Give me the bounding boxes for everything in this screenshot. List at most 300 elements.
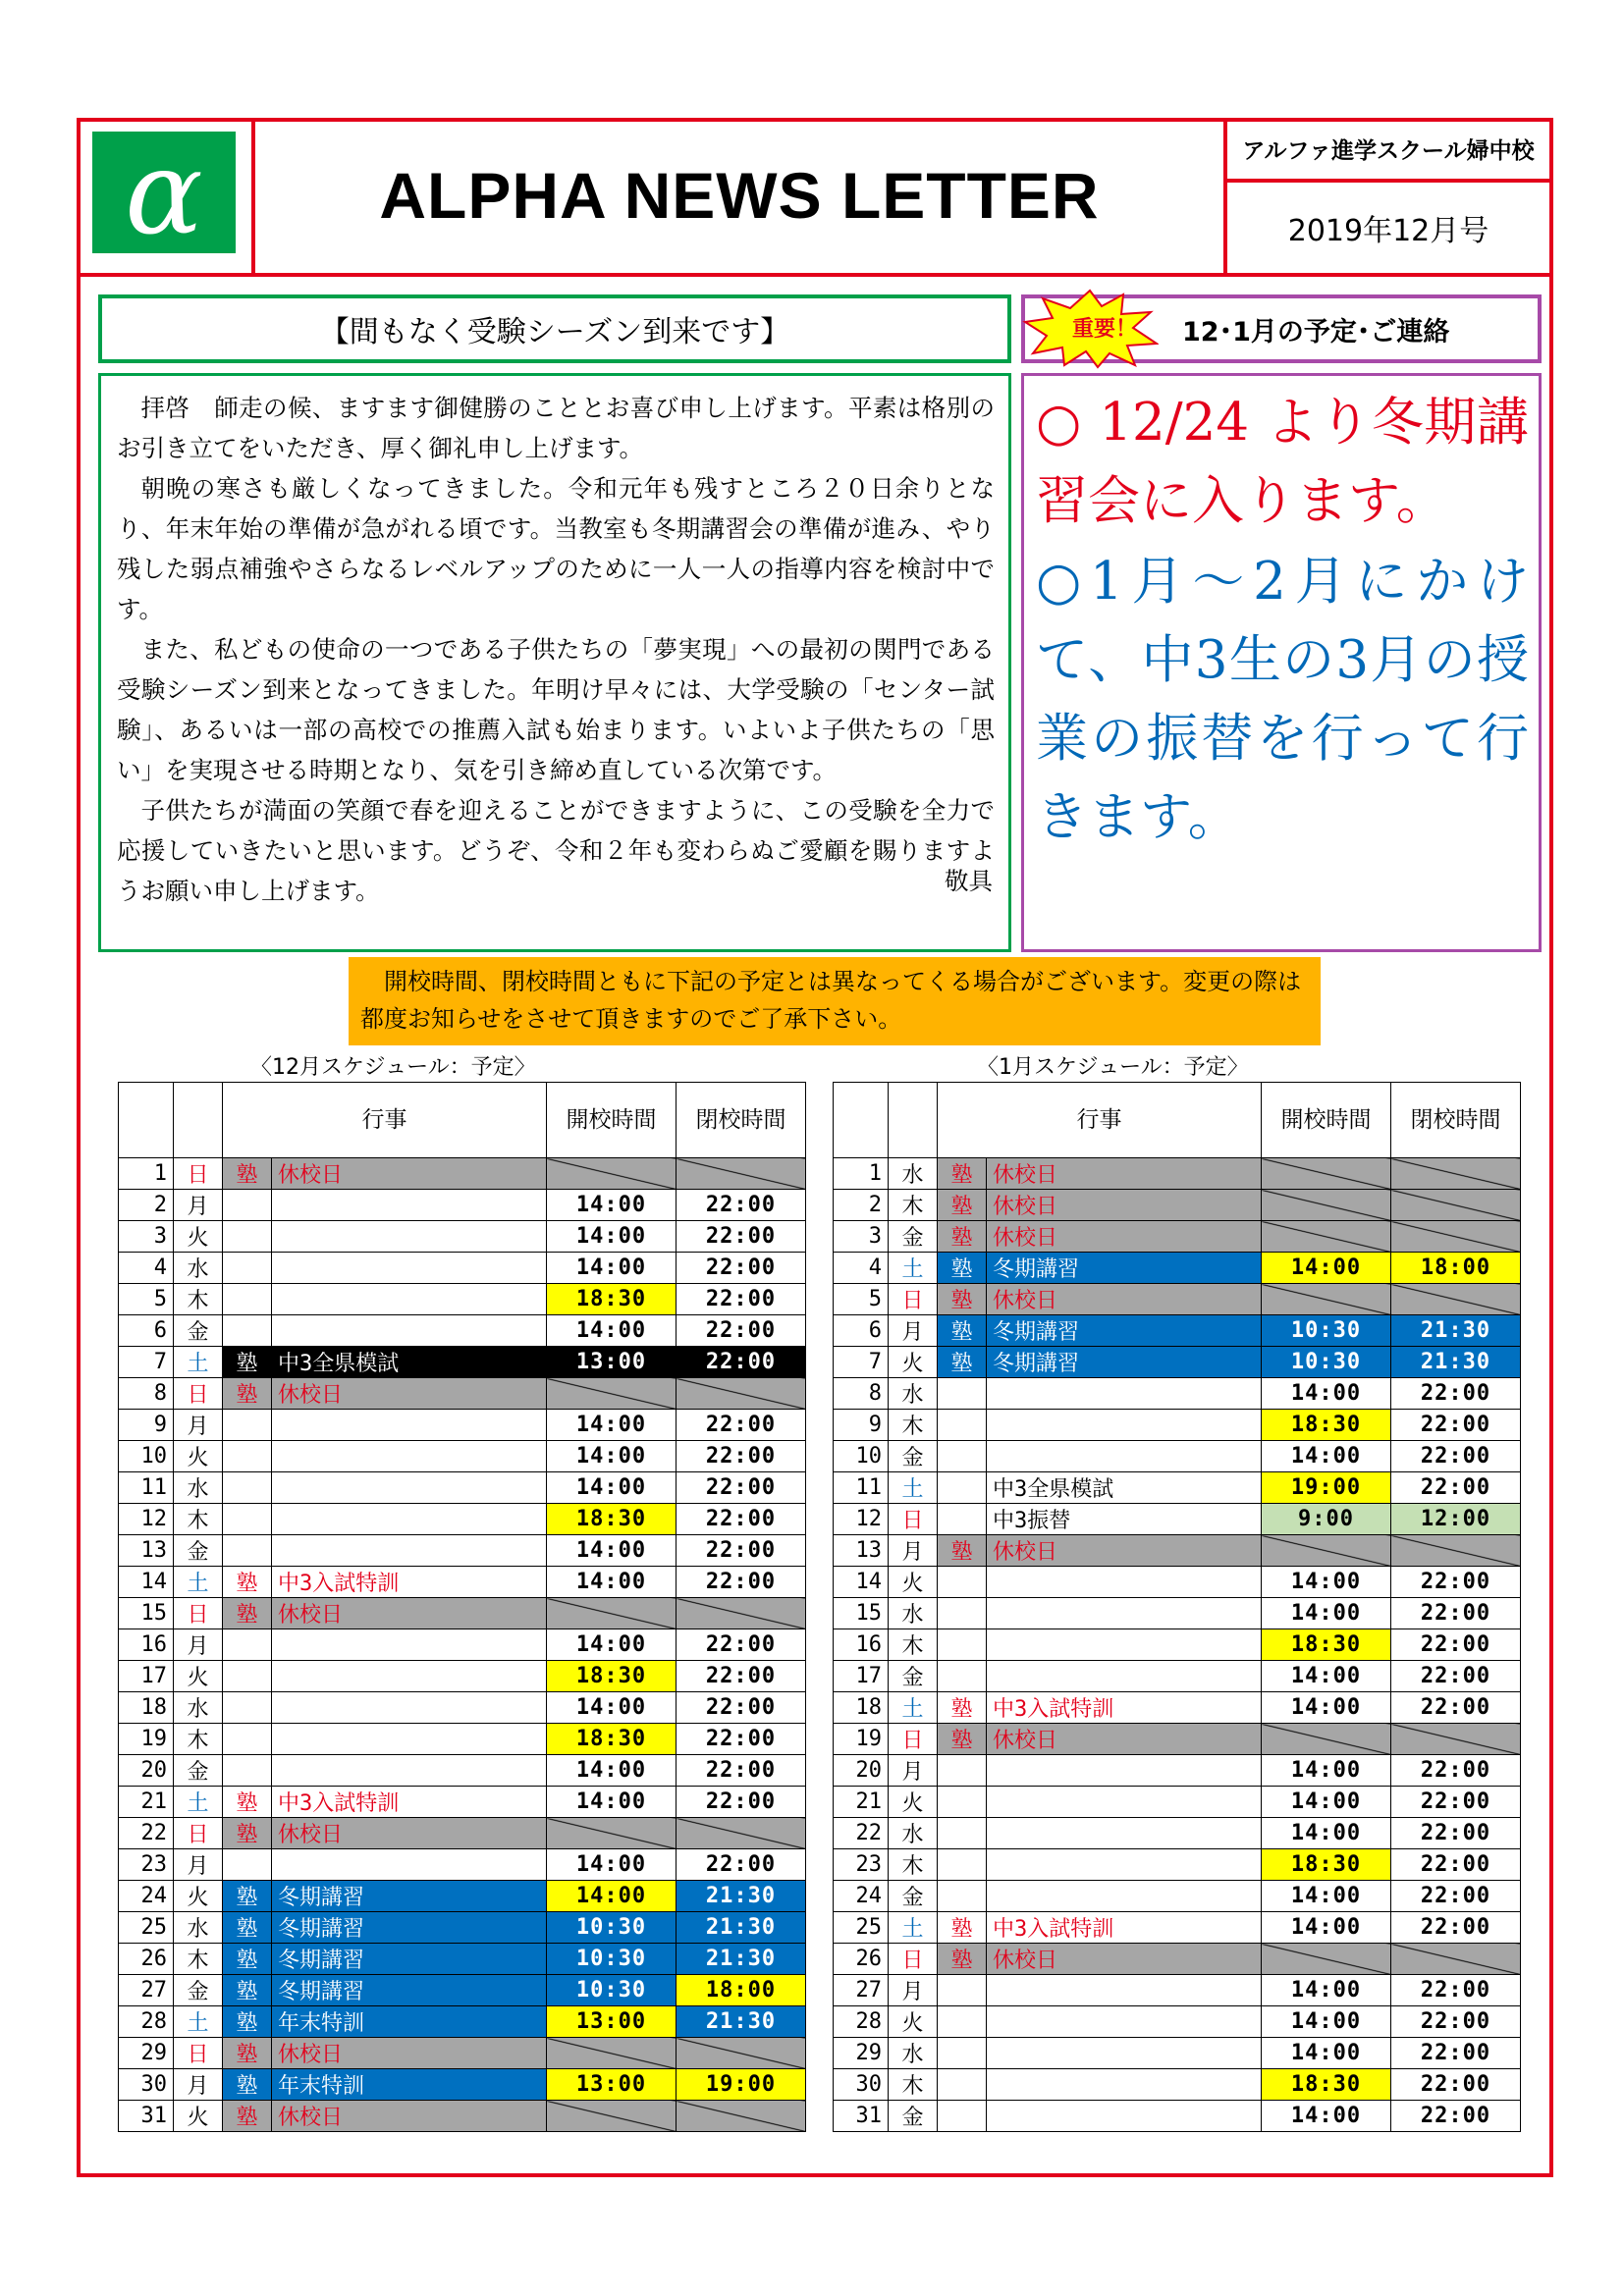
juku-cell: 塾 (223, 1975, 272, 2006)
open-time-cell: 10:30 (547, 1944, 677, 1975)
weekday-cell: 金 (889, 1661, 938, 1692)
juku-cell (938, 1504, 987, 1535)
juku-cell (223, 1692, 272, 1724)
december-schedule-table (118, 1082, 806, 2132)
open-time-cell: 14:00 (547, 1315, 677, 1347)
juku-cell (938, 1629, 987, 1661)
table-row (119, 1598, 806, 1629)
event-cell (987, 1598, 1262, 1629)
event-cell (272, 1629, 547, 1661)
close-time-cell: 22:00 (677, 1441, 806, 1472)
day-cell: 12 (119, 1504, 174, 1535)
juku-cell: 塾 (223, 2006, 272, 2038)
table-row (834, 1912, 1521, 1944)
day-cell: 19 (119, 1724, 174, 1755)
day-cell: 3 (119, 1221, 174, 1253)
open-time-cell: 10:30 (547, 1912, 677, 1944)
table-row (119, 1818, 806, 1849)
close-time-cell (677, 2101, 806, 2132)
juku-cell (223, 1724, 272, 1755)
day-cell: 6 (834, 1315, 889, 1347)
table-row (834, 1787, 1521, 1818)
day-cell: 16 (834, 1629, 889, 1661)
open-time-cell: 13:00 (547, 1347, 677, 1378)
juku-cell: 塾 (223, 1944, 272, 1975)
weekday-cell: 火 (889, 1347, 938, 1378)
weekday-cell: 日 (889, 1284, 938, 1315)
header-event: 行事 (938, 1083, 1262, 1158)
table-row (834, 1818, 1521, 1849)
event-cell (987, 1567, 1262, 1598)
juku-cell (938, 2038, 987, 2069)
day-cell: 5 (834, 1284, 889, 1315)
event-cell: 休校日 (987, 1724, 1262, 1755)
close-time-cell: 22:00 (677, 1221, 806, 1253)
close-time-cell: 22:00 (1391, 1629, 1521, 1661)
header (77, 118, 1553, 277)
close-time-cell: 22:00 (1391, 2006, 1521, 2038)
weekday-cell: 水 (889, 1818, 938, 1849)
juku-cell: 塾 (223, 1912, 272, 1944)
day-cell: 9 (119, 1410, 174, 1441)
weekday-cell: 金 (174, 1975, 223, 2006)
open-time-cell: 14:00 (547, 1535, 677, 1567)
weekday-cell: 水 (889, 1598, 938, 1629)
table-row (834, 1347, 1521, 1378)
day-cell: 7 (119, 1347, 174, 1378)
table-row (119, 2069, 806, 2101)
day-cell: 16 (119, 1629, 174, 1661)
event-cell: 休校日 (987, 1535, 1262, 1567)
weekday-cell: 金 (889, 1881, 938, 1912)
day-cell: 12 (834, 1504, 889, 1535)
juku-cell: 塾 (223, 1378, 272, 1410)
juku-cell (938, 1441, 987, 1472)
title-cell (255, 118, 1227, 273)
juku-cell: 塾 (938, 1724, 987, 1755)
greeting-paragraph: 朝晩の寒さも厳しくなってきました。令和元年も残すところ２０日余りとなり、年末年始の準備が急がれる頃です。当教室も冬期講習会の準備が進み、やり残した弱点補強やさらなるレベルアップのために一人一人の指導内容を検討中です。 (117, 474, 995, 623)
header-event: 行事 (223, 1083, 547, 1158)
weekday-cell: 土 (174, 1567, 223, 1598)
close-time-cell: 22:00 (1391, 1410, 1521, 1441)
day-cell: 31 (119, 2101, 174, 2132)
open-time-cell: 14:00 (1262, 1787, 1391, 1818)
open-time-cell (547, 1818, 677, 1849)
table-row (119, 1944, 806, 1975)
table-row (119, 1472, 806, 1504)
close-time-cell: 22:00 (677, 1504, 806, 1535)
table-row (834, 1504, 1521, 1535)
juku-cell (938, 1410, 987, 1441)
greeting-paragraph: また、私どもの使命の一つである子供たちの「夢実現」への最初の関門である受験シーズン到来となってきました。年明け早々には、大学受験の「センター試験」、あるいは一部の高校での推薦入試も始まります。いよいよ子供たちの「思い」を実現させる時期となり、気を引き締め直している次第です。 (117, 635, 995, 784)
weekday-cell: 木 (889, 2069, 938, 2101)
school-name: アルファ進学スクール婦中校 (1227, 118, 1549, 183)
weekday-cell: 木 (174, 1724, 223, 1755)
open-time-cell: 14:00 (1262, 1881, 1391, 1912)
table-row (119, 1347, 806, 1378)
open-time-cell: 9:00 (1262, 1504, 1391, 1535)
open-time-cell: 18:30 (1262, 1629, 1391, 1661)
greeting-body (98, 373, 1011, 952)
day-cell: 8 (119, 1378, 174, 1410)
event-cell: 休校日 (272, 2038, 547, 2069)
open-time-cell: 18:30 (1262, 1410, 1391, 1441)
juku-cell (938, 1787, 987, 1818)
weekday-cell: 土 (889, 1912, 938, 1944)
day-cell: 23 (119, 1849, 174, 1881)
table-row (834, 2101, 1521, 2132)
weekday-cell: 木 (174, 1504, 223, 1535)
event-cell: 冬期講習 (272, 1881, 547, 1912)
event-cell: 休校日 (272, 1818, 547, 1849)
weekday-cell: 土 (174, 1787, 223, 1818)
day-cell: 24 (834, 1881, 889, 1912)
open-time-cell (1262, 1284, 1391, 1315)
open-time-cell: 14:00 (547, 1410, 677, 1441)
juku-cell: 塾 (938, 1315, 987, 1347)
juku-cell (938, 2069, 987, 2101)
open-time-cell (547, 1598, 677, 1629)
open-time-cell: 14:00 (1262, 2038, 1391, 2069)
juku-cell: 塾 (223, 1598, 272, 1629)
open-time-cell (1262, 1724, 1391, 1755)
weekday-cell: 金 (174, 1755, 223, 1787)
weekday-cell: 月 (889, 1975, 938, 2006)
open-time-cell (1262, 1535, 1391, 1567)
event-cell (272, 1661, 547, 1692)
open-time-cell: 10:30 (1262, 1347, 1391, 1378)
table-row (834, 1410, 1521, 1441)
table-row (119, 2038, 806, 2069)
table-row (119, 1724, 806, 1755)
open-time-cell: 19:00 (1262, 1472, 1391, 1504)
open-time-cell (1262, 1158, 1391, 1190)
open-time-cell (547, 2038, 677, 2069)
juku-cell: 塾 (938, 1253, 987, 1284)
event-cell (272, 1724, 547, 1755)
event-cell (272, 1504, 547, 1535)
table-row (834, 1315, 1521, 1347)
juku-cell (938, 2006, 987, 2038)
table-row (119, 1504, 806, 1535)
juku-cell: 塾 (223, 2069, 272, 2101)
weekday-cell: 水 (889, 1378, 938, 1410)
table-row (119, 2006, 806, 2038)
event-cell: 休校日 (272, 1598, 547, 1629)
juku-cell (223, 1315, 272, 1347)
open-time-cell: 14:00 (1262, 1441, 1391, 1472)
close-time-cell: 21:30 (677, 1912, 806, 1944)
event-cell: 休校日 (987, 1190, 1262, 1221)
close-time-cell: 22:00 (1391, 2101, 1521, 2132)
table-row (834, 2006, 1521, 2038)
table-header-row (834, 1083, 1521, 1158)
close-time-cell: 22:00 (677, 1724, 806, 1755)
close-time-cell: 22:00 (1391, 1567, 1521, 1598)
juku-cell (223, 1504, 272, 1535)
event-cell (272, 1410, 547, 1441)
caution-banner: 開校時間、閉校時間ともに下記の予定とは異なってくる場合がございます。変更の際は都度お知らせをさせて頂きますのでご了承下さい。 (349, 957, 1321, 1045)
juku-cell (223, 1755, 272, 1787)
table-row (119, 1441, 806, 1472)
event-cell: 休校日 (987, 1284, 1262, 1315)
day-cell: 15 (834, 1598, 889, 1629)
juku-cell (938, 1661, 987, 1692)
table-row (834, 1881, 1521, 1912)
day-cell: 22 (834, 1818, 889, 1849)
table-row (834, 1253, 1521, 1284)
close-time-cell: 22:00 (677, 1535, 806, 1567)
open-time-cell (547, 1378, 677, 1410)
day-cell: 26 (834, 1944, 889, 1975)
table-row (834, 2038, 1521, 2069)
open-time-cell (1262, 1944, 1391, 1975)
juku-cell: 塾 (223, 1787, 272, 1818)
juku-cell (223, 1629, 272, 1661)
event-cell (272, 1849, 547, 1881)
close-time-cell: 22:00 (677, 1472, 806, 1504)
day-cell: 10 (119, 1441, 174, 1472)
juku-cell (938, 1975, 987, 2006)
event-cell (272, 1535, 547, 1567)
open-time-cell (1262, 1221, 1391, 1253)
weekday-cell: 土 (889, 1472, 938, 1504)
close-time-cell: 18:00 (1391, 1253, 1521, 1284)
weekday-cell: 日 (174, 1598, 223, 1629)
close-time-cell: 12:00 (1391, 1504, 1521, 1535)
table-row (119, 1629, 806, 1661)
notice-item-makeup: ○1月～2月にかけて、中3生の3月の授業の振替を行って行きます。 (1036, 552, 1529, 847)
open-time-cell: 14:00 (1262, 1975, 1391, 2006)
table-row (119, 1692, 806, 1724)
close-time-cell (677, 2038, 806, 2069)
close-time-cell: 22:00 (1391, 1441, 1521, 1472)
juku-cell (938, 1849, 987, 1881)
table-row (119, 1378, 806, 1410)
table-row (119, 1535, 806, 1567)
weekday-cell: 木 (889, 1190, 938, 1221)
juku-cell: 塾 (223, 1567, 272, 1598)
open-time-cell: 14:00 (1262, 1818, 1391, 1849)
weekday-cell: 木 (174, 1944, 223, 1975)
event-cell: 年末特訓 (272, 2006, 547, 2038)
open-time-cell: 14:00 (1262, 1378, 1391, 1410)
day-cell: 7 (834, 1347, 889, 1378)
table-row (834, 1944, 1521, 1975)
day-cell: 30 (119, 2069, 174, 2101)
close-time-cell: 22:00 (1391, 1818, 1521, 1849)
event-cell (272, 1692, 547, 1724)
close-time-cell: 22:00 (677, 1849, 806, 1881)
event-cell (987, 1818, 1262, 1849)
day-cell: 20 (834, 1755, 889, 1787)
day-cell: 8 (834, 1378, 889, 1410)
open-time-cell: 14:00 (1262, 1598, 1391, 1629)
juku-cell (223, 1253, 272, 1284)
juku-cell: 塾 (223, 1347, 272, 1378)
close-time-cell: 22:00 (677, 1692, 806, 1724)
juku-cell: 塾 (938, 1221, 987, 1253)
event-cell (987, 2038, 1262, 2069)
close-time-cell: 22:00 (1391, 1975, 1521, 2006)
juku-cell: 塾 (938, 1944, 987, 1975)
close-time-cell: 22:00 (677, 1315, 806, 1347)
table-row (834, 1190, 1521, 1221)
weekday-cell: 土 (174, 1347, 223, 1378)
table-row (834, 1849, 1521, 1881)
open-time-cell: 14:00 (547, 1881, 677, 1912)
header-close: 閉校時間 (1391, 1083, 1521, 1158)
close-time-cell: 21:30 (677, 1881, 806, 1912)
weekday-cell: 火 (174, 1221, 223, 1253)
close-time-cell: 22:00 (1391, 1661, 1521, 1692)
table-row (834, 1661, 1521, 1692)
december-caption: 〈12月スケジュール：予定〉 (250, 1055, 536, 1080)
table-row (119, 1787, 806, 1818)
event-cell (272, 1221, 547, 1253)
day-cell: 21 (834, 1787, 889, 1818)
day-cell: 9 (834, 1410, 889, 1441)
january-caption: 〈1月スケジュール：予定〉 (977, 1055, 1249, 1080)
open-time-cell: 14:00 (547, 1472, 677, 1504)
open-time-cell: 14:00 (547, 1441, 677, 1472)
day-cell: 14 (119, 1567, 174, 1598)
day-cell: 23 (834, 1849, 889, 1881)
close-time-cell (677, 1598, 806, 1629)
day-cell: 13 (834, 1535, 889, 1567)
table-row (834, 1441, 1521, 1472)
close-time-cell: 22:00 (1391, 1598, 1521, 1629)
open-time-cell: 18:30 (547, 1504, 677, 1535)
table-row (834, 1158, 1521, 1190)
event-cell: 冬期講習 (987, 1315, 1262, 1347)
weekday-cell: 火 (889, 1787, 938, 1818)
close-time-cell: 22:00 (1391, 1849, 1521, 1881)
day-cell: 26 (119, 1944, 174, 1975)
event-cell: 中3入試特訓 (987, 1912, 1262, 1944)
weekday-cell: 金 (889, 1221, 938, 1253)
juku-cell: 塾 (223, 1158, 272, 1190)
table-row (119, 1975, 806, 2006)
weekday-cell: 水 (889, 1158, 938, 1190)
table-row (119, 1190, 806, 1221)
table-row (119, 1912, 806, 1944)
alpha-logo: α (92, 132, 236, 253)
close-time-cell: 21:30 (1391, 1315, 1521, 1347)
close-time-cell: 22:00 (677, 1629, 806, 1661)
weekday-cell: 水 (174, 1912, 223, 1944)
event-cell: 休校日 (987, 1221, 1262, 1253)
juku-cell (223, 1849, 272, 1881)
weekday-cell: 月 (174, 1849, 223, 1881)
notice-body (1021, 373, 1542, 952)
event-cell (987, 1849, 1262, 1881)
close-time-cell: 22:00 (677, 1284, 806, 1315)
event-cell (272, 1472, 547, 1504)
table-row (834, 1598, 1521, 1629)
table-row (834, 1472, 1521, 1504)
day-cell: 24 (119, 1881, 174, 1912)
header-day (119, 1083, 174, 1158)
open-time-cell: 18:30 (547, 1284, 677, 1315)
close-time-cell: 22:00 (1391, 1692, 1521, 1724)
event-cell (272, 1441, 547, 1472)
weekday-cell: 土 (174, 2006, 223, 2038)
open-time-cell: 14:00 (1262, 2006, 1391, 2038)
weekday-cell: 月 (174, 1410, 223, 1441)
open-time-cell: 18:30 (547, 1724, 677, 1755)
day-cell: 11 (834, 1472, 889, 1504)
event-cell: 冬期講習 (272, 1944, 547, 1975)
close-time-cell: 22:00 (1391, 1755, 1521, 1787)
table-row (119, 1158, 806, 1190)
event-cell: 休校日 (987, 1158, 1262, 1190)
open-time-cell: 14:00 (1262, 1912, 1391, 1944)
weekday-cell: 水 (174, 1472, 223, 1504)
event-cell: 中3全県模試 (987, 1472, 1262, 1504)
open-time-cell: 14:00 (547, 1849, 677, 1881)
day-cell: 5 (119, 1284, 174, 1315)
table-row (834, 1975, 1521, 2006)
juku-cell (938, 1378, 987, 1410)
newsletter-title: ALPHA NEWS LETTER (379, 159, 1100, 232)
day-cell: 29 (119, 2038, 174, 2069)
table-row (834, 1724, 1521, 1755)
day-cell: 1 (834, 1158, 889, 1190)
weekday-cell: 月 (174, 2069, 223, 2101)
close-time-cell: 22:00 (1391, 2069, 1521, 2101)
close-time-cell: 22:00 (1391, 1472, 1521, 1504)
weekday-cell: 火 (174, 1881, 223, 1912)
event-cell (987, 2006, 1262, 2038)
juku-cell: 塾 (938, 1912, 987, 1944)
weekday-cell: 金 (174, 1315, 223, 1347)
table-row (119, 1315, 806, 1347)
day-cell: 2 (834, 1190, 889, 1221)
juku-cell (223, 1221, 272, 1253)
weekday-cell: 火 (889, 2006, 938, 2038)
weekday-cell: 木 (889, 1410, 938, 1441)
weekday-cell: 土 (889, 1253, 938, 1284)
juku-cell (223, 1410, 272, 1441)
open-time-cell (1262, 1190, 1391, 1221)
event-cell: 年末特訓 (272, 2069, 547, 2101)
open-time-cell: 13:00 (547, 2069, 677, 2101)
open-time-cell: 14:00 (1262, 1567, 1391, 1598)
open-time-cell: 10:30 (1262, 1315, 1391, 1347)
close-time-cell (1391, 1284, 1521, 1315)
open-time-cell: 14:00 (547, 1629, 677, 1661)
event-cell: 休校日 (272, 2101, 547, 2132)
day-cell: 29 (834, 2038, 889, 2069)
day-cell: 18 (119, 1692, 174, 1724)
close-time-cell (677, 1378, 806, 1410)
event-cell: 休校日 (987, 1944, 1262, 1975)
notice-item-winter: ○ 12/24 より冬期講習会に入ります。 (1036, 393, 1529, 531)
day-cell: 10 (834, 1441, 889, 1472)
event-cell (987, 2101, 1262, 2132)
day-cell: 28 (119, 2006, 174, 2038)
open-time-cell (547, 2101, 677, 2132)
day-cell: 28 (834, 2006, 889, 2038)
day-cell: 25 (834, 1912, 889, 1944)
close-time-cell: 22:00 (677, 1253, 806, 1284)
greeting-paragraph: 拝啓 師走の候、ますます御健勝のこととお喜び申し上げます。平素は格別のお引き立てをいただき、厚く御礼申し上げます。 (117, 394, 995, 462)
day-cell: 19 (834, 1724, 889, 1755)
day-cell: 31 (834, 2101, 889, 2132)
greeting-heading: 【間もなく受験シーズン到来です】 (98, 294, 1011, 363)
day-cell: 14 (834, 1567, 889, 1598)
